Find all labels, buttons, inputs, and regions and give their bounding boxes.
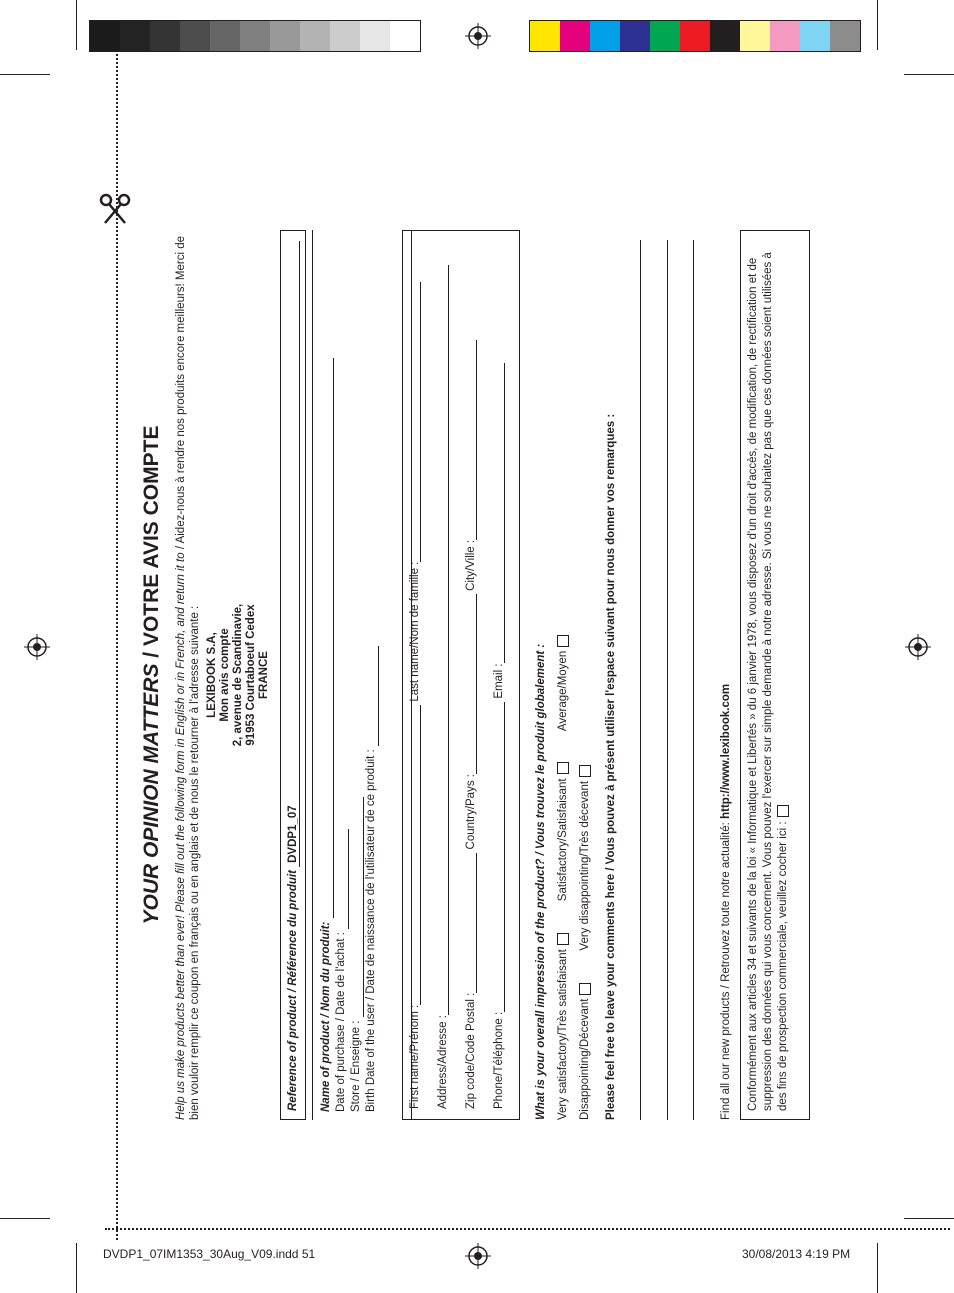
email-label: Email :	[493, 663, 505, 699]
color-swatch	[560, 21, 590, 51]
gray-swatch	[240, 21, 270, 51]
return-address: LEXIBOOK S.A, Mon avis compte 2, avenue de Scandinavie, 91953 Courtaboeuf Cedex FRANCE	[206, 603, 270, 747]
comment-line[interactable]	[640, 240, 641, 1120]
product-section	[312, 230, 412, 1120]
zip-field[interactable]	[465, 853, 477, 993]
comment-line[interactable]	[667, 240, 668, 1120]
first-name-field[interactable]	[409, 705, 421, 1005]
country-label: Country/Pays :	[465, 774, 477, 850]
reference-box	[280, 230, 306, 1120]
legal-notice: Conformément aux articles 34 et suivants de la loi « Informatique et Libertés » du 6 janvier 1978, vous disposez d'un droit d'accès, de modification, de rectification et de suppression des données qui vous concernent. Vous pouvez l'exercer sur simple demande à notre adresse. Si vous ne souhaitez pas que ces données soient utilisées à des fins de prospection commerciale, veuillez cocher ici :	[740, 230, 810, 1120]
cut-line	[116, 50, 118, 1240]
contact-section	[402, 230, 520, 1120]
zip-label: Zip code/Code Postal :	[465, 992, 477, 1109]
registration-mark-icon	[24, 634, 50, 660]
last-name-label: Last name/Nom de famille :	[409, 561, 421, 702]
address-label: Address/Adresse :	[437, 1015, 449, 1109]
checkbox-disappointing[interactable]	[579, 983, 591, 995]
process-color-bar	[529, 20, 861, 52]
gray-swatch	[210, 21, 240, 51]
product-name-label: Name of product / Nom du produit:	[320, 921, 332, 1112]
print-date: 30/08/2013 4:19 PM	[742, 1247, 851, 1261]
product-name-field[interactable]	[322, 358, 334, 918]
color-swatch	[710, 21, 740, 51]
option-average: Average/Moyen	[557, 650, 569, 732]
file-info: DVDP1_07IM1353_30Aug_V09.indd 51	[103, 1247, 316, 1261]
impression-section	[530, 230, 596, 1120]
form-title: YOUR OPINION MATTERS / VOTRE AVIS COMPTE	[140, 425, 163, 925]
purchase-date-label: Date of purchase / Date de l'achat :	[335, 932, 347, 1112]
birth-date-field[interactable]	[367, 646, 379, 746]
crop-mark	[877, 1243, 878, 1293]
checkbox-satisfactory[interactable]	[557, 762, 569, 774]
option-very-disappointing: Very disappointing/Très décevant	[579, 780, 591, 951]
first-name-label: First name/Prénom :	[409, 1004, 421, 1109]
registration-mark-icon	[465, 23, 491, 49]
checkbox-average[interactable]	[557, 635, 569, 647]
crop-mark	[0, 1218, 50, 1219]
color-swatch	[740, 21, 770, 51]
phone-field[interactable]	[493, 702, 505, 1012]
color-swatch	[530, 21, 560, 51]
comment-line[interactable]	[693, 240, 694, 1120]
scissors-icon	[98, 192, 132, 226]
store-field[interactable]	[352, 797, 364, 1017]
crop-mark	[76, 1243, 77, 1293]
color-swatch	[620, 21, 650, 51]
crop-mark	[877, 0, 878, 50]
gray-swatch	[270, 21, 300, 51]
crop-mark	[76, 0, 77, 50]
checkbox-very-disappointing[interactable]	[579, 765, 591, 777]
color-swatch	[680, 21, 710, 51]
address-field[interactable]	[437, 265, 449, 1015]
gray-swatch	[90, 21, 120, 51]
gray-swatch	[360, 21, 390, 51]
option-satisfactory: Satisfactory/Satisfaisant	[557, 778, 569, 902]
crop-mark	[904, 74, 954, 75]
registration-mark-icon	[465, 1243, 491, 1269]
country-field[interactable]	[465, 594, 477, 774]
phone-label: Phone/Téléphone :	[493, 1011, 505, 1109]
city-label: City/Ville :	[465, 539, 477, 591]
last-name-field[interactable]	[409, 282, 421, 562]
color-swatch	[590, 21, 620, 51]
reference-label: Reference of product / Référence du produit	[287, 870, 299, 1111]
gray-swatch	[120, 21, 150, 51]
cut-line	[105, 1228, 950, 1230]
comments-label: Please feel free to leave your comments here / Vous pouvez à présent utiliser l'espace suivant pour nous donner vos remarques :	[605, 413, 617, 1120]
gray-swatch	[390, 21, 420, 51]
opt-out-checkbox[interactable]	[777, 805, 789, 817]
birth-date-label: Birth Date of the user / Date de naissance de l'utilisateur de ce produit :	[365, 749, 377, 1112]
checkbox-very-satisfactory[interactable]	[557, 933, 569, 945]
color-swatch	[650, 21, 680, 51]
crop-mark	[0, 74, 50, 75]
email-field[interactable]	[493, 363, 505, 663]
gray-swatch	[150, 21, 180, 51]
gray-swatch	[300, 21, 330, 51]
website-link[interactable]: http://www.lexibook.com	[720, 683, 732, 819]
crop-mark	[904, 1218, 954, 1219]
grayscale-color-bar	[89, 20, 421, 52]
feedback-form	[140, 210, 820, 1140]
color-swatch	[830, 21, 860, 51]
gray-swatch	[330, 21, 360, 51]
color-swatch	[800, 21, 830, 51]
registration-mark-icon	[905, 634, 931, 660]
gray-swatch	[180, 21, 210, 51]
store-label: Store / Enseigne :	[350, 1020, 362, 1112]
purchase-date-field[interactable]	[337, 829, 349, 929]
option-disappointing: Disappointing/Décevant	[579, 998, 591, 1120]
option-very-satisfactory: Very satisfactory/Très satisfaisant	[557, 949, 569, 1120]
form-intro: Help us make products better than ever! Please fill out the following form in English or in French, and return it to / Aidez-nous à rendre nos produits encore meilleurs! Merci de bien vouloir remplir ce coupon en français ou en anglais et de nous le retourner à l'adresse suivante :	[175, 235, 201, 1120]
city-field[interactable]	[465, 340, 477, 540]
impression-question: What is your overall impression of the product? / Vous trouvez le produit globalement :	[535, 643, 547, 1120]
color-swatch	[770, 21, 800, 51]
find-products: Find all our new products / Retrouvez toute notre actualité: http://www.lexibook.com	[720, 683, 732, 1120]
reference-value: DVDP1_07	[287, 801, 300, 867]
